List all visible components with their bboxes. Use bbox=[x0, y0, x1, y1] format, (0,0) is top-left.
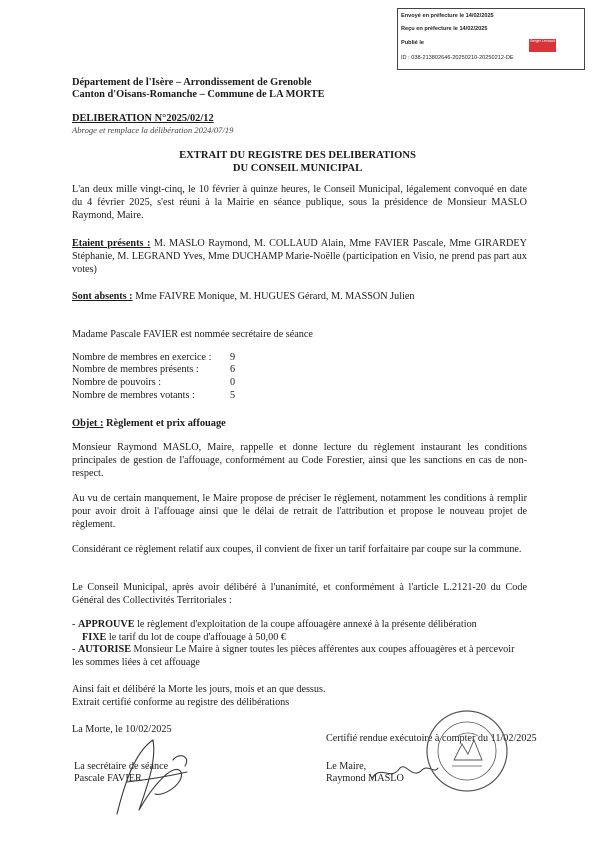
place-date: La Morte, le 10/02/2025 bbox=[72, 724, 172, 735]
berger-levrault-logo: Berger Levrault bbox=[529, 39, 556, 52]
object-text: Règlement et prix affouage bbox=[103, 418, 226, 429]
deliberation-number: DELIBERATION N°2025/02/12 bbox=[72, 113, 214, 124]
decision-verb: AUTORISE bbox=[77, 644, 131, 655]
mayor-name: Raymond MASLO bbox=[326, 773, 404, 784]
object-heading bbox=[72, 418, 226, 429]
secretary-signature bbox=[95, 722, 205, 822]
decision-item: FIXE le tarif du lot de coupe d'affouage à 50,00 € bbox=[82, 632, 286, 643]
paragraph: Monsieur Raymond MASLO, Maire, rappelle et donne lecture du règlement instaurant les conditions principales de gestion de l'affouage, conformément au Code Forestier, ainsi que les sanctions en cas de non-respect. bbox=[72, 442, 527, 479]
count-value: 9 bbox=[230, 352, 236, 363]
absent-list: Mme FAIVRE Monique, M. HUGUES Gérard, M. MASSON Julien bbox=[132, 291, 415, 302]
absent-members bbox=[72, 290, 527, 303]
document-title: EXTRAIT DU REGISTRE DES DELIBERATIONS bbox=[179, 150, 416, 161]
present-members bbox=[72, 237, 527, 276]
count-value: 5 bbox=[230, 390, 236, 401]
count-label: Nombre de membres en exercice : bbox=[72, 352, 212, 363]
certified-executory: Certifié rendue exécutoire à compter du 11/02/2025 bbox=[326, 733, 537, 744]
paragraph: Le Conseil Municipal, après avoir délibéré à l'unanimité, et conformément à l'article L.2121-20 du Code Général des Collectivités Territoriales : bbox=[72, 582, 527, 606]
decision-item: - AUTORISE Monsieur Le Maire à signer toutes les pièces afférentes aux coupes affouagères et à percevoir les sommes liées à cet affouage bbox=[72, 644, 515, 668]
secretary-line: Madame Pascale FAVIER est nommée secrétaire de séance bbox=[72, 329, 313, 340]
stamp-received: Reçu en préfecture le 14/02/2025 bbox=[401, 26, 488, 32]
count-label: Nombre de pouvoirs : bbox=[72, 377, 162, 388]
intro-paragraph: L'an deux mille vingt-cinq, le 10 février à quinze heures, le Conseil Municipal, légalement convoqué en date du 4 février 2025, s'est réuni à la Mairie en séance publique, sous la présidence de Monsieur MASLO Raymond, Maire. bbox=[72, 184, 527, 221]
object-label: Objet : bbox=[72, 418, 104, 429]
count-label: Nombre de membres présents : bbox=[72, 364, 199, 375]
count-value: 0 bbox=[230, 377, 236, 388]
decision-verb: APPROUVE bbox=[77, 619, 135, 630]
absent-label: Sont absents : bbox=[72, 291, 133, 302]
decision-verb: FIXE bbox=[82, 632, 107, 643]
count-value: 6 bbox=[230, 364, 236, 375]
stamp-id: ID : 038-213802646-20250210-20250212-DE bbox=[401, 55, 514, 61]
decision-item: - APPROUVE le règlement d'exploitation de la coupe affouagère annexé à la présente délibération bbox=[72, 619, 477, 630]
count-label: Nombre de membres votants : bbox=[72, 390, 195, 401]
present-list: M. MASLO Raymond, M. COLLAUD Alain, Mme FAVIER Pascale, Mme GIRARDEY Stéphanie, M. LEGRAND Yves, Mme DUCHAMP Marie-Noëlle (participation en Visio, ne prend pas part aux votes) bbox=[72, 238, 527, 275]
document-title-2: DU CONSEIL MUNICIPAL bbox=[232, 163, 363, 174]
secretary-role: La secrétaire de séance bbox=[74, 761, 169, 772]
closing-line: Ainsi fait et délibéré la Morte les jours, mois et an que dessus. bbox=[72, 684, 326, 695]
stamp-published: Publié le bbox=[401, 40, 425, 46]
commune-seal bbox=[424, 708, 510, 794]
deliberation-subtitle: Abroge et remplace la délibération 2024/07/19 bbox=[72, 125, 234, 135]
paragraph: Au vu de certain manquement, le Maire propose de préciser le règlement, notamment les conditions à remplir pour avoir droit à l'affouage ainsi que le délai de retrait de l'attribution et propose le nouveau projet de règlement. bbox=[72, 493, 527, 530]
stamp-sent: Envoyé en préfecture le 14/02/2025 bbox=[401, 13, 494, 19]
paragraph: Considérant ce règlement relatif aux coupes, il convient de fixer un tarif forfaitaire par coupe sur la commune. bbox=[72, 544, 522, 555]
prefecture-stamp bbox=[397, 8, 585, 70]
header-commune: Canton d'Oisans-Romanche – Commune de LA MORTE bbox=[72, 89, 325, 100]
secretary-name: Pascale FAVIER bbox=[74, 773, 142, 784]
present-label: Etaient présents : bbox=[72, 238, 151, 249]
closing-line: Extrait certifié conforme au registre des délibérations bbox=[72, 697, 290, 708]
mayor-role: Le Maire, bbox=[326, 761, 367, 772]
header-department: Département de l'Isère – Arrondissement de Grenoble bbox=[72, 77, 312, 88]
